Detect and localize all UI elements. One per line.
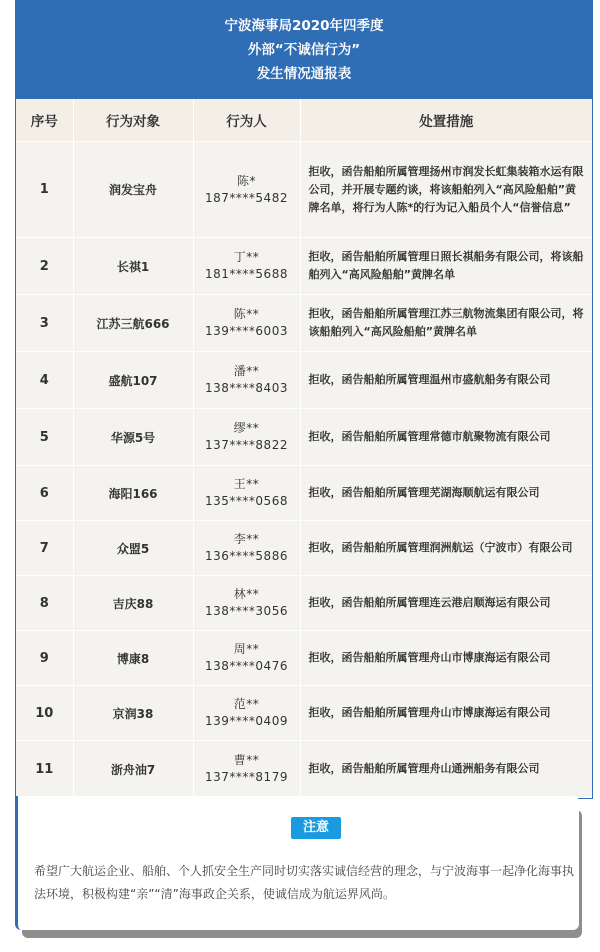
table-row <box>16 741 592 798</box>
row-measure: 拒收，函告船舶所属管理润洲航运（宁波市）有限公司 <box>300 521 592 576</box>
column-header-person: 行为人 <box>193 99 300 142</box>
row-index: 11 <box>16 741 73 798</box>
row-person <box>193 142 300 238</box>
row-index: 8 <box>16 576 73 631</box>
row-object: 长祺1 <box>73 238 193 295</box>
row-person <box>193 741 300 798</box>
row-person <box>193 686 300 741</box>
row-measure: 拒收，函告船舶所属管理温州市盛航船务有限公司 <box>300 352 592 409</box>
person-phone: 138****8403 <box>205 381 288 395</box>
row-object: 润发宝舟 <box>73 142 193 238</box>
person-name: 丁** <box>233 250 260 264</box>
row-measure: 拒收，函告船舶所属管理江苏三航物流集团有限公司，将该船舶列入“高风险船舶”黄牌名单 <box>300 295 592 352</box>
table-title <box>16 1 592 99</box>
row-measure: 拒收，函告船舶所属管理扬州市润发长虹集装箱水运有限公司，并开展专题约谈，将该船舶列入“高风险船舶”黄牌名单，将行为人陈*的行为记入船员个人“信誉信息” <box>300 142 592 238</box>
row-measure: 拒收，函告船舶所属管理常德市航聚物流有限公司 <box>300 409 592 466</box>
row-measure: 拒收，函告船舶所属管理舟山市博康海运有限公司 <box>300 686 592 741</box>
row-object: 海阳166 <box>73 466 193 521</box>
person-name: 陈** <box>233 307 260 321</box>
row-measure: 拒收，函告船舶所属管理连云港启顺海运有限公司 <box>300 576 592 631</box>
report-table-container <box>15 0 593 799</box>
title-line-1: 宁波海事局2020年四季度 <box>224 18 384 34</box>
row-person <box>193 521 300 576</box>
row-object: 博康8 <box>73 631 193 686</box>
table-row <box>16 631 592 686</box>
row-index: 5 <box>16 409 73 466</box>
row-index: 9 <box>16 631 73 686</box>
column-header-index: 序号 <box>16 99 73 142</box>
person-name: 林** <box>233 587 260 601</box>
person-name: 曹** <box>233 753 260 767</box>
row-person <box>193 466 300 521</box>
row-person <box>193 409 300 466</box>
table-header-row <box>16 99 592 142</box>
row-measure: 拒收，函告船舶所属管理日照长祺船务有限公司，将该船舶列入“高风险船舶”黄牌名单 <box>300 238 592 295</box>
row-index: 1 <box>16 142 73 238</box>
row-person <box>193 295 300 352</box>
table-row <box>16 521 592 576</box>
person-name: 李** <box>233 532 260 546</box>
person-name: 缪** <box>233 421 260 435</box>
table-row <box>16 686 592 741</box>
row-object: 盛航107 <box>73 352 193 409</box>
row-measure: 拒收，函告船舶所属管理舟山市博康海运有限公司 <box>300 631 592 686</box>
table-row <box>16 295 592 352</box>
person-name: 王** <box>233 477 260 491</box>
report-table <box>16 99 592 798</box>
row-object: 浙舟油7 <box>73 741 193 798</box>
row-object: 众盟5 <box>73 521 193 576</box>
table-row <box>16 238 592 295</box>
person-phone: 137****8822 <box>205 438 288 452</box>
title-line-2: 外部“不诚信行为” <box>247 42 361 58</box>
column-header-measure: 处置措施 <box>300 99 592 142</box>
note-label: 注意 <box>291 817 341 839</box>
row-index: 6 <box>16 466 73 521</box>
person-phone: 187****5482 <box>205 190 288 205</box>
person-phone: 138****3056 <box>205 604 288 618</box>
person-phone: 139****0409 <box>205 714 288 728</box>
person-name: 周** <box>233 642 260 656</box>
row-object: 吉庆88 <box>73 576 193 631</box>
row-measure: 拒收，函告船舶所属管理芜湖海顺航运有限公司 <box>300 466 592 521</box>
note-box <box>15 796 579 930</box>
row-index: 2 <box>16 238 73 295</box>
row-index: 3 <box>16 295 73 352</box>
person-name: 潘** <box>233 364 260 378</box>
row-object: 华源5号 <box>73 409 193 466</box>
row-index: 7 <box>16 521 73 576</box>
table-row <box>16 352 592 409</box>
row-person <box>193 238 300 295</box>
person-phone: 135****0568 <box>205 494 288 508</box>
person-phone: 138****0476 <box>205 659 288 673</box>
column-header-object: 行为对象 <box>73 99 193 142</box>
person-name: 范** <box>233 697 260 711</box>
row-index: 10 <box>16 686 73 741</box>
table-row <box>16 466 592 521</box>
row-measure: 拒收，函告船舶所属管理舟山通洲船务有限公司 <box>300 741 592 798</box>
table-row <box>16 409 592 466</box>
person-phone: 137****8179 <box>205 770 288 784</box>
row-person <box>193 352 300 409</box>
row-index: 4 <box>16 352 73 409</box>
row-person <box>193 576 300 631</box>
person-phone: 181****5688 <box>205 267 288 281</box>
person-phone: 136****5886 <box>205 549 288 563</box>
person-name: 陈* <box>236 173 256 188</box>
row-object: 江苏三航666 <box>73 295 193 352</box>
title-line-3: 发生情况通报表 <box>256 66 352 82</box>
note-text: 希望广大航运企业、船舶、个人抓安全生产同时切实落实诚信经营的理念，与宁波海事一起净化海事执法环境，积极构建“亲”“清”海事政企关系，使诚信成为航运界风尚。 <box>34 864 575 901</box>
table-row <box>16 142 592 238</box>
row-person <box>193 631 300 686</box>
table-row <box>16 576 592 631</box>
person-phone: 139****6003 <box>205 324 288 338</box>
row-object: 京润38 <box>73 686 193 741</box>
